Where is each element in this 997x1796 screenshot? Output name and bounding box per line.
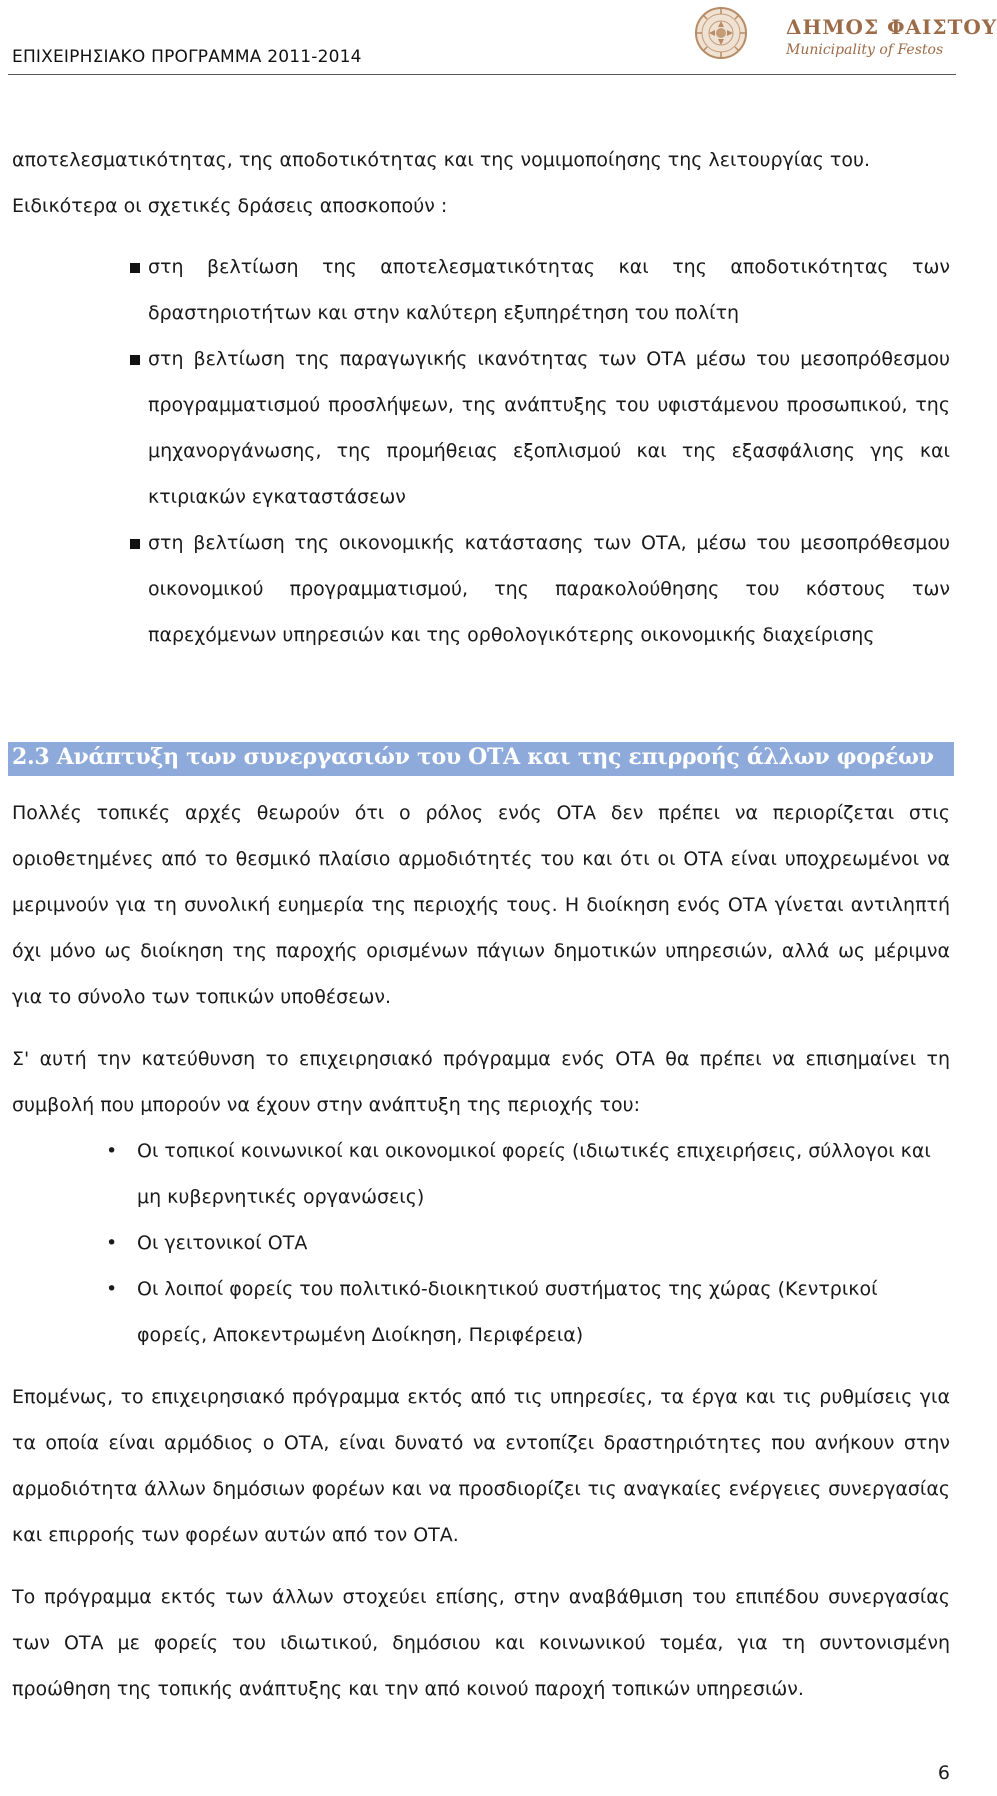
phaistos-disc-seal-icon — [694, 6, 748, 60]
paragraph-4: Το πρόγραμμα εκτός των άλλων στοχεύει επίσης, στην αναβάθμιση του επιπέδου συνεργασίας των ΟΤΑ με φορείς του ιδιωτικού, δημόσιου και κοινωνικού τομέα, για τη συντονισμένη προώθηση της τοπικής ανάπτυξης και την από κοινού παροχή τοπικών υπηρεσιών. — [12, 1586, 950, 1700]
paragraph-2: Σ' αυτή την κατεύθυνση το επιχειρησιακό πρόγραμμα ενός ΟΤΑ θα πρέπει να επισημαίνει τη συμβολή που μπορούν να έχουν στην ανάπτυξη της περιοχής του: — [12, 1048, 950, 1116]
square-bullet-icon — [130, 539, 140, 549]
objectives-list — [12, 244, 950, 658]
list-item — [12, 244, 950, 336]
header-divider — [8, 74, 956, 75]
paragraph-1: Πολλές τοπικές αρχές θεωρούν ότι ο ρόλος ενός ΟΤΑ δεν πρέπει να περιορίζεται στις οριοθετημένες από το θεσμικό πλαίσιο αρμοδιότητές του και ότι οι ΟΤΑ είναι υποχρεωμένοι να μεριμνούν για τη συνολική ευημερία της περιοχής τους. Η διοίκηση ενός ΟΤΑ γίνεται αντιληπτή όχι μόνο ως διοίκηση της παροχής ορισμένων πάγιων δημοτικών υπηρεσιών, αλλά ως μέριμνα για το σύνολο των τοπικών υποθέσεων. — [12, 802, 950, 1008]
page-number: 6 — [937, 1762, 950, 1784]
list-item-text: στη βελτίωση της αποτελεσματικότητας και της αποδοτικότητας των δραστηριοτήτων και στην καλύτερη εξυπηρέτηση του πολίτη — [148, 256, 950, 324]
dot-bullet-icon: • — [106, 1278, 118, 1300]
list-item-text: Οι γειτονικοί ΟΤΑ — [137, 1232, 308, 1254]
logo-subtitle: Municipality of Festos — [786, 42, 944, 58]
dot-bullet-icon: • — [106, 1232, 118, 1254]
list-item-text: στη βελτίωση της οικονομικής κατάστασης των ΟΤΑ, μέσω του μεσοπρόθεσμου οικονομικού προγραμματισμού, της παρακολούθησης του κόστους των παρεχόμενων υπηρεσιών και της ορθολογικότερης οικονομικής διαχείρισης — [148, 532, 950, 646]
paragraph-3: Επομένως, το επιχειρησιακό πρόγραμμα εκτός από τις υπηρεσίες, τα έργα και τις ρυθμίσεις για τα οποία είναι αρμόδιος ο ΟΤΑ, είναι δυνατό να εντοπίζει δραστηριότητες που ανήκουν στην αρμοδιότητα άλλων δημόσιων φορέων και να προσδιορίζει τις αναγκαίες ενέργειες συνεργασίας και επιρροής των φορέων αυτών από τον ΟΤΑ. — [12, 1386, 950, 1546]
list-item — [12, 336, 950, 520]
square-bullet-icon — [130, 355, 140, 365]
municipality-logo — [690, 4, 997, 64]
list-item-text: στη βελτίωση της παραγωγικής ικανότητας των ΟΤΑ μέσω του μεσοπρόθεσμου προγραμματισμού προσλήψεων, της ανάπτυξης του υφιστάμενου προσωπικού, της μηχανοργάνωσης, της προμήθειας εξοπλισμού και της εξασφάλισης γης και κτιριακών εγκαταστάσεων — [148, 348, 950, 508]
program-title: ΕΠΙΧΕΙΡΗΣΙΑΚΟ ΠΡΟΓΡΑΜΜΑ 2011-2014 — [12, 47, 362, 67]
intro-line-1: αποτελεσματικότητας, της αποδοτικότητας και της νομιμοποίησης της λειτουργίας του. — [12, 149, 871, 171]
list-item — [12, 1220, 950, 1266]
page-header — [0, 0, 997, 78]
stakeholders-list — [12, 1128, 950, 1358]
list-item — [12, 520, 950, 658]
section-heading: 2.3 Ανάπτυξη των συνεργασιών του ΟΤΑ και της επιρροής άλλων φορέων — [12, 744, 934, 770]
dot-bullet-icon: • — [106, 1140, 118, 1162]
intro-line-2: Ειδικότερα οι σχετικές δράσεις αποσκοπούν : — [12, 195, 448, 217]
square-bullet-icon — [130, 263, 140, 273]
list-item-text: Οι λοιποί φορείς του πολιτικό-διοικητικού συστήματος της χώρας (Κεντρικοί φορείς, Αποκεντρωμένη Διοίκηση, Περιφέρεια) — [137, 1278, 878, 1346]
list-item — [12, 1128, 950, 1220]
section-heading-bar — [8, 742, 954, 776]
list-item-text: Οι τοπικοί κοινωνικοί και οικονομικοί φορείς (ιδιωτικές επιχειρήσεις, σύλλογοι και μη κυβερνητικές οργανώσεις) — [137, 1140, 931, 1208]
list-item — [12, 1266, 950, 1358]
logo-name: ΔΗΜΟΣ ΦΑΙΣΤΟΥ — [786, 15, 997, 39]
